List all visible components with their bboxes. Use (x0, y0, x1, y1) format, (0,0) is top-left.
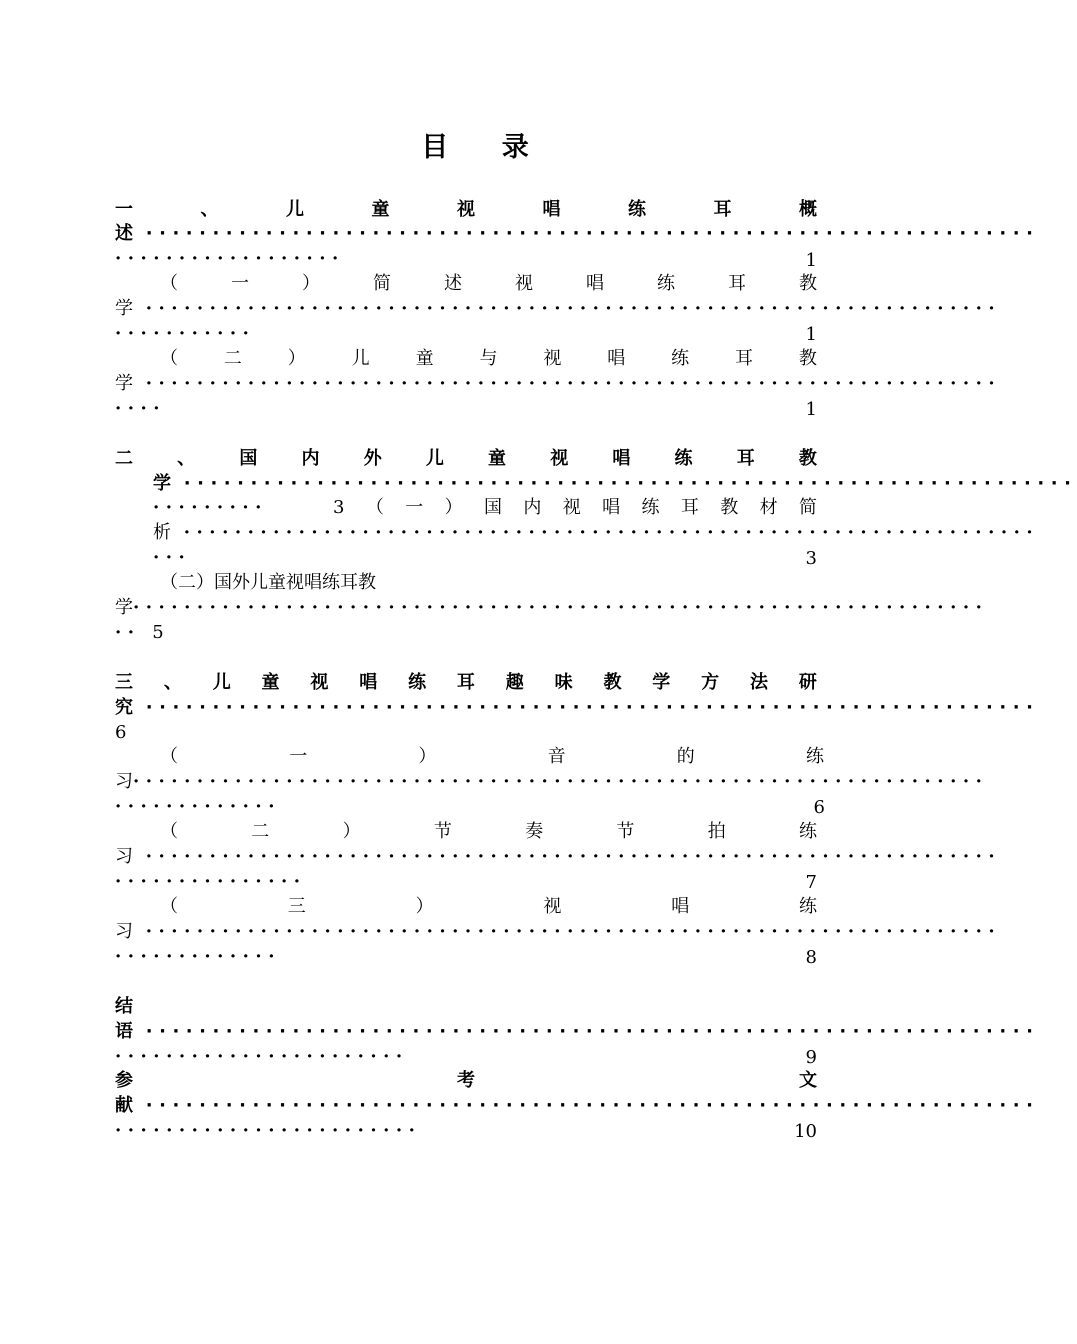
toc-entry-1-1-line2[interactable]: 学 ··································································· (115, 298, 1002, 319)
leader-dots: ·· (115, 622, 141, 643)
leader-dots: ··································································· (133, 697, 1040, 718)
toc-entry-3-3-line1[interactable]: （ 三 ） 视 唱 练 (160, 896, 817, 917)
toc-entry-2-line2[interactable]: 学 ··································································· (153, 473, 1077, 494)
leader-dots: ··································································· (133, 846, 1002, 867)
toc-entry-3-line1[interactable]: 三 、 儿 童 视 唱 练 耳 趣 味 教 学 方 法 研 (115, 672, 817, 693)
toc-entry-references-line2[interactable]: 献 ··································································· (115, 1095, 1040, 1116)
toc-entry-2-page: 3 (333, 497, 345, 518)
leader-dots: ··· (153, 547, 192, 568)
toc-entry-1-2-line1[interactable]: （ 二 ） 儿 童 与 视 唱 练 耳 教 (160, 348, 817, 369)
toc-entry-1-1-line1[interactable]: （ 一 ） 简 述 视 唱 练 耳 教 (160, 273, 817, 294)
toc-entry-3-1-page: 6 (813, 797, 825, 818)
toc-entry-3-1-line1[interactable]: （ 一 ） 音 的 练 (160, 746, 824, 767)
toc-entry-2-1-page: 3 (805, 548, 817, 569)
toc-entry-conclusion-line2[interactable]: 语 ··································································· (115, 1021, 1040, 1042)
toc-entry-2-2-line1[interactable]: （二）国外儿童视唱练耳教 (160, 572, 376, 593)
toc-entry-1-page: 1 (805, 250, 817, 271)
leader-dots: ·················· (115, 248, 345, 269)
leader-dots: ··········· (115, 323, 256, 344)
toc-entry-2-2-page: 5 (152, 622, 164, 643)
toc-entry-3-page: 6 (115, 722, 127, 743)
leader-dots: ························ (115, 1120, 422, 1141)
leader-dots: ··································································· (133, 298, 1002, 319)
toc-entry-3-3-page: 8 (805, 947, 817, 968)
toc-entry-2-line1[interactable]: 二 、 国 内 外 儿 童 视 唱 练 耳 教 (115, 448, 817, 469)
toc-entry-3-line2[interactable]: 究 ··································································· (115, 697, 1040, 718)
toc-entry-1-1-page: 1 (805, 324, 817, 345)
leader-dots: ··································································· (133, 223, 1040, 244)
toc-entry-references-page: 10 (794, 1121, 817, 1142)
toc-entry-3-2-line1[interactable]: （ 二 ） 节 奏 节 拍 练 (160, 821, 817, 842)
leader-dots: ··································································· (171, 522, 1040, 543)
toc-entry-3-2-page: 7 (805, 872, 817, 893)
toc-entry-2-line3[interactable] (153, 496, 293, 520)
leader-dots: ··································································· (133, 921, 1002, 942)
page-title: 目 录 (421, 132, 551, 163)
toc-entry-3-3-line2[interactable]: 习 ··································································· (115, 921, 1002, 942)
toc-entry-2-2-line2[interactable]: 学 ··································································· (115, 597, 989, 618)
leader-dots: ···· (115, 398, 167, 419)
toc-entry-1-2-page: 1 (805, 399, 817, 420)
leader-dots: ··································································· (133, 597, 989, 618)
toc-entry-1-line1[interactable]: 一 、 儿 童 视 唱 练 耳 概 (115, 199, 817, 220)
leader-dots: ··································································· (133, 373, 1002, 394)
toc-entry-1-2-line2[interactable]: 学 ··································································· (115, 373, 1002, 394)
toc-entry-1-line2[interactable]: 述 ··································································· (115, 223, 1040, 244)
leader-dots: ······················· (115, 1046, 409, 1067)
leader-dots: ··································································· (133, 771, 989, 792)
toc-entry-2-1-line2[interactable]: 析 ··································································· (153, 522, 1040, 543)
toc-entry-conclusion-line1[interactable]: 结 (115, 996, 133, 1017)
toc-entry-2-1-line1[interactable]: 3 （ 一 ） 国 内 视 唱 练 耳 教 材 简 (333, 497, 817, 518)
leader-dots: ··············· (115, 871, 307, 892)
toc-entry-conclusion-page: 9 (805, 1047, 817, 1068)
leader-dots: ··································································· (171, 473, 1077, 494)
toc-entry-2-2-line3[interactable] (115, 621, 235, 645)
toc-entry-references-line1[interactable]: 参 考 文 (115, 1070, 817, 1091)
toc-entry-3-1-line2[interactable]: 习 ··································································· (115, 771, 989, 792)
leader-dots: ··································································· (133, 1095, 1040, 1116)
toc-entry-3-2-line2[interactable]: 习 ··································································· (115, 846, 1002, 867)
leader-dots: ··································································· (133, 1021, 1040, 1042)
leader-dots: ········· (153, 497, 268, 518)
leader-dots: ············· (115, 796, 281, 817)
leader-dots: ············· (115, 946, 281, 967)
